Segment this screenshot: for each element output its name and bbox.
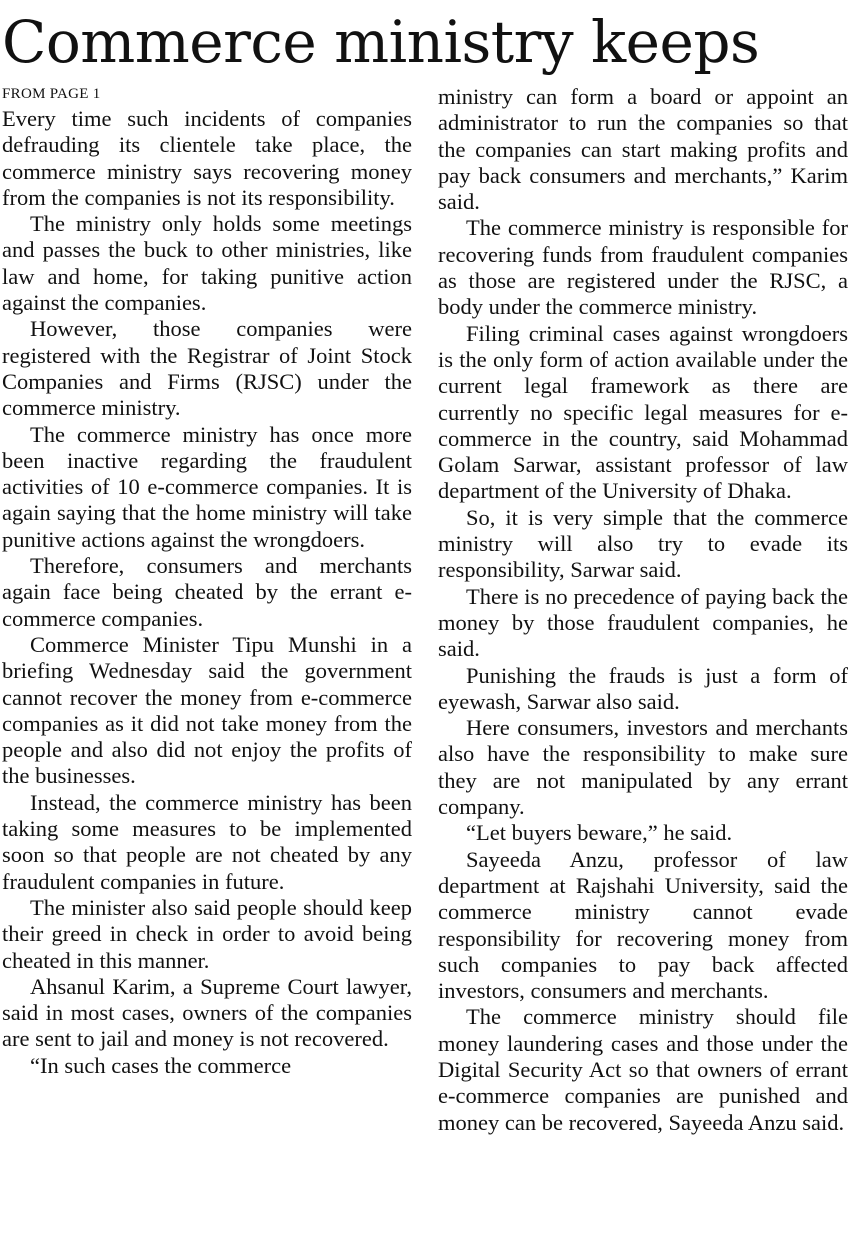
article-headline: Commerce ministry keeps [2, 8, 760, 76]
paragraph: Punishing the frauds is just a form of eyewash, Sarwar also said. [438, 662, 848, 714]
paragraph: Every time such incidents of companies defrauding its clientele take place, the commerce ministry says recovering money from the companies is not its responsibility. [2, 106, 412, 210]
paragraph: However, those companies were registered with the Registrar of Joint Stock Companies and Firms (RJSC) under the commerce ministry. [2, 316, 412, 421]
paragraph: Therefore, consumers and merchants again face being cheated by the errant e-commerce companies. [2, 553, 412, 631]
article-column-right [438, 84, 848, 1136]
paragraph: Filing criminal cases against wrongdoers is the only form of action available under the current legal framework as there are currently no specific legal measures for e-commerce in the country, said Mohammad Golam Sarwar, assistant professor of law department of the University of Dhaka. [438, 320, 848, 504]
paragraph: There is no precedence of paying back the money by those fraudulent companies, he said. [438, 583, 848, 662]
paragraph: The commerce ministry should file money laundering cases and those under the Digital Security Act so that owners of errant e-commerce companies are punished and money can be recovered, Sayeeda Anzu said. [438, 1004, 848, 1135]
paragraph: ministry can form a board or appoint an administrator to run the companies so that the companies can start making profits and pay back consumers and merchants,” Karim said. [438, 84, 848, 215]
paragraph: The commerce ministry has once more been inactive regarding the fraudulent activities of 10 e-commerce companies. It is again saying that the home ministry will take punitive actions against the wrongdoers. [2, 421, 412, 552]
paragraph: The commerce ministry is responsible for recovering funds from fraudulent companies as those are registered under the RJSC, a body under the commerce ministry. [438, 215, 848, 320]
paragraph: The minister also said people should keep their greed in check in order to avoid being cheated in this manner. [2, 894, 412, 973]
paragraph: Commerce Minister Tipu Munshi in a briefing Wednesday said the government cannot recover the money from e-commerce companies as it did not take money from the people and also did not enjoy the profits of the businesses. [2, 631, 412, 789]
article-column-left [2, 84, 412, 1079]
paragraph: So, it is very simple that the commerce ministry will also try to evade its responsibility, Sarwar said. [438, 504, 848, 583]
jump-label: FROM PAGE 1 [2, 86, 101, 102]
paragraph: Ahsanul Karim, a Supreme Court lawyer, said in most cases, owners of the companies are sent to jail and money is not recovered. [2, 973, 412, 1052]
paragraph: Sayeeda Anzu, professor of law department at Rajshahi University, said the commerce ministry cannot evade responsibility for recovering money from such companies to pay back affected investors, consumers and merchants. [438, 846, 848, 1004]
paragraph: Here consumers, investors and merchants also have the responsibility to make sure they are not manipulated by any errant company. [438, 715, 848, 820]
paragraph: “Let buyers beware,” he said. [466, 820, 733, 846]
paragraph: Instead, the commerce ministry has been taking some measures to be implemented soon so that people are not cheated by any fraudulent companies in future. [2, 789, 412, 894]
paragraph: “In such cases the commerce [30, 1052, 292, 1078]
paragraph: The ministry only holds some meetings and passes the buck to other ministries, like law and home, for taking punitive action against the companies. [2, 211, 412, 316]
